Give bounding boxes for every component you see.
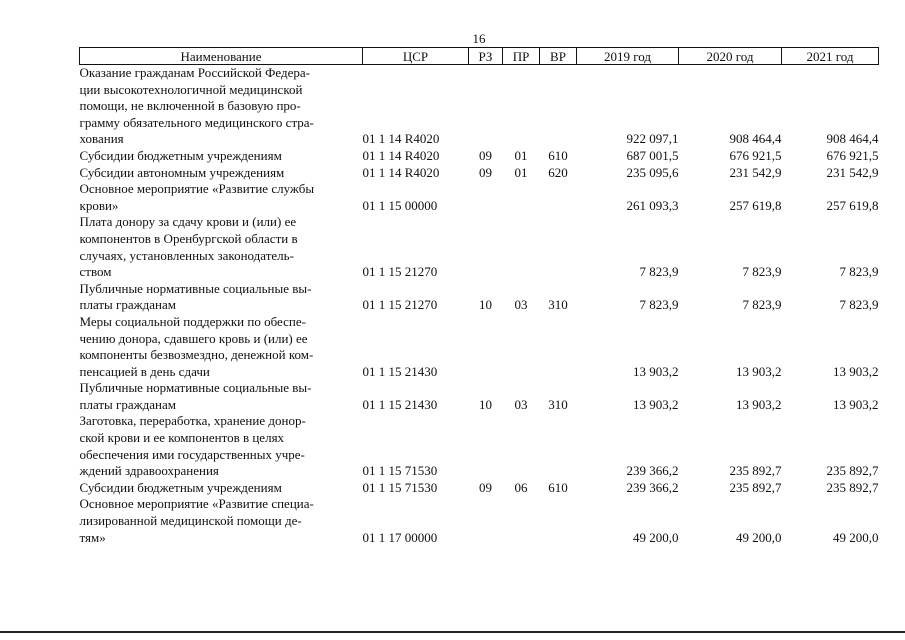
cell-2020: 13 903,2 [736,396,782,412]
cell-name [80,314,363,380]
table-row [80,214,879,280]
cell-vr: 610 [548,479,568,495]
cell-name [80,281,363,314]
table-body [80,65,879,547]
name-line: платы гражданам [79,297,176,313]
cell-2020: 257 619,8 [729,197,782,213]
cell-csr: 01 1 15 21270 [362,297,438,313]
cell-2019: 261 093,3 [626,197,679,213]
cell-pr [503,214,540,280]
name-line: Субсидии бюджетным учреждениям [79,479,282,495]
cell-2021: 231 542,9 [826,164,879,180]
cell-2019: 687 001,5 [626,147,679,163]
cell-pr [503,413,540,479]
cell-pr [503,181,540,214]
cell-name [80,181,363,214]
page-number: 16 [472,31,486,46]
name-line: случаях, установленных законодатель- [79,247,294,263]
cell-rz [469,413,503,479]
header-2020: 2020 год [679,48,782,65]
cell-vr [540,314,577,380]
name-line: платы гражданам [79,396,176,412]
cell-2021: 908 464,4 [826,131,879,147]
cell-vr [540,496,577,546]
cell-pr: 06 [514,479,528,495]
table-row [80,181,879,214]
cell-2020: 235 892,7 [729,479,782,495]
cell-2021: 257 619,8 [826,197,879,213]
name-line: Оказание гражданам Российской Федера- [79,65,310,80]
name-line: Субсидии бюджетным учреждениям [79,147,282,163]
header-vr: ВР [540,48,577,65]
cell-name [80,413,363,479]
name-line: Публичные нормативные социальные вы- [79,280,312,296]
cell-pr: 03 [514,297,528,313]
name-line: помощи, не включенной в базовую про- [79,98,301,114]
cell-vr: 310 [548,297,568,313]
cell-csr: 01 1 15 71530 [362,463,438,479]
cell-2021: 676 921,5 [826,147,879,163]
name-line: Меры социальной поддержки по обеспе- [79,313,306,329]
cell-rz: 09 [479,479,492,495]
cell-csr: 01 1 14 R4020 [362,147,440,163]
cell-pr [503,496,540,546]
cell-pr: 01 [514,164,528,180]
table-row [80,281,879,314]
name-line: ской крови и ее компонентов в целях [79,430,285,446]
cell-2019: 7 823,9 [639,297,679,313]
cell-rz [469,496,503,546]
name-line: ждений здравоохранения [79,463,219,479]
header-2021: 2021 год [782,48,879,65]
name-line: Публичные нормативные социальные вы- [79,380,312,396]
cell-rz: 10 [479,396,492,412]
name-line: компоненты безвозмездно, денежной ком- [79,347,314,363]
table-row [80,496,879,546]
cell-2019: 235 095,6 [626,164,679,180]
cell-2020: 235 892,7 [729,463,782,479]
cell-vr [540,214,577,280]
cell-2019: 13 903,2 [633,396,679,412]
header-rz: РЗ [469,48,503,65]
table-row [80,413,879,479]
cell-csr: 01 1 15 00000 [362,197,438,213]
cell-2020: 676 921,5 [729,147,782,163]
cell-2021: 13 903,2 [833,396,879,412]
cell-csr: 01 1 15 21430 [362,363,438,379]
cell-vr [540,413,577,479]
cell-2021: 235 892,7 [826,463,879,479]
cell-csr: 01 1 15 21270 [362,264,438,280]
cell-rz: 09 [479,164,492,180]
cell-2021: 13 903,2 [833,363,879,379]
cell-name [80,480,363,497]
table-row [80,165,879,182]
cell-name [80,65,363,148]
cell-name [80,380,363,413]
header-name: Наименование [80,48,363,65]
cell-pr: 01 [514,147,528,163]
page-bottom-rule [0,631,905,633]
table-row [80,480,879,497]
cell-pr [503,314,540,380]
name-line: пенсацией в день сдачи [79,363,210,379]
name-line: Основное мероприятие «Развитие службы [79,181,315,197]
name-line: тям» [79,529,106,545]
name-line: ством [79,264,112,280]
cell-2020: 908 464,4 [729,131,782,147]
table-row [80,65,879,148]
name-line: Плата донору за сдачу крови и (или) ее [79,214,297,230]
cell-pr: 03 [514,396,528,412]
cell-csr: 01 1 14 R4020 [362,164,440,180]
name-line: Основное мероприятие «Развитие специа- [79,496,314,512]
cell-2019: 239 366,2 [626,479,679,495]
cell-2020: 231 542,9 [729,164,782,180]
name-line: чению донора, сдавшего кровь и (или) ее [79,330,308,346]
cell-2021: 235 892,7 [826,479,879,495]
cell-2019: 239 366,2 [626,463,679,479]
header-pr: ПР [503,48,540,65]
cell-2020: 7 823,9 [742,264,782,280]
name-line: ции высокотехнологичной медицинской [79,81,303,97]
cell-name [80,148,363,165]
cell-2019: 49 200,0 [633,529,679,545]
header-csr: ЦСР [363,48,469,65]
cell-csr: 01 1 15 21430 [362,396,438,412]
cell-rz [469,214,503,280]
table-header [80,48,879,65]
cell-rz [469,314,503,380]
cell-name [80,214,363,280]
cell-vr: 610 [548,147,568,163]
cell-2021: 7 823,9 [839,264,879,280]
cell-rz [469,65,503,148]
name-line: Субсидии автономным учреждениям [79,164,285,180]
cell-2021: 7 823,9 [839,297,879,313]
cell-rz: 10 [479,297,492,313]
name-line: хования [79,131,124,147]
cell-2019: 7 823,9 [639,264,679,280]
cell-2020: 49 200,0 [736,529,782,545]
header-2019: 2019 год [577,48,679,65]
cell-2019: 13 903,2 [633,363,679,379]
table-row [80,380,879,413]
name-line: обеспечения ими государственных учре- [79,446,305,462]
cell-vr: 310 [548,396,568,412]
cell-2019: 922 097,1 [626,131,679,147]
cell-csr: 01 1 15 71530 [362,479,438,495]
cell-rz: 09 [479,147,492,163]
table-row [80,314,879,380]
cell-vr: 620 [548,164,568,180]
cell-pr [503,65,540,148]
cell-name [80,165,363,182]
cell-csr: 01 1 14 R4020 [362,131,440,147]
name-line: компонентов в Оренбургской области в [79,230,298,246]
cell-vr [540,65,577,148]
name-line: лизированной медицинской помощи де- [79,513,302,529]
cell-2020: 7 823,9 [742,297,782,313]
cell-csr: 01 1 17 00000 [362,529,438,545]
cell-rz [469,181,503,214]
name-line: крови» [79,197,119,213]
cell-name [80,496,363,546]
cell-vr [540,181,577,214]
budget-table [79,47,879,546]
table-row [80,148,879,165]
name-line: Заготовка, переработка, хранение донор- [79,413,306,429]
cell-2020: 13 903,2 [736,363,782,379]
cell-2021: 49 200,0 [833,529,879,545]
name-line: грамму обязательного медицинского стра- [79,114,314,130]
